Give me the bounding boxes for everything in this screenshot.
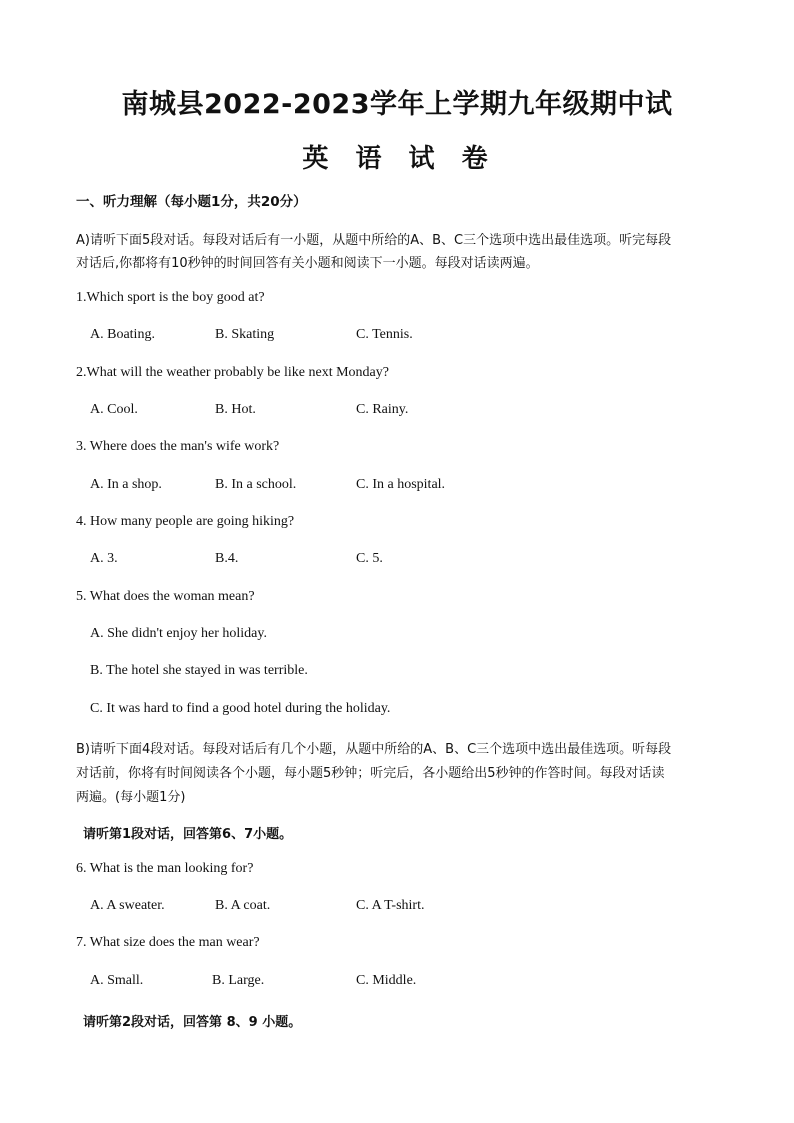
section-heading-listening: 一、听力理解（每小题1分，共20分） bbox=[76, 194, 307, 210]
question-7: 7. What size does the man wear? bbox=[76, 935, 260, 950]
option-5a: A. She didn't enjoy her holiday. bbox=[90, 626, 267, 641]
dialog-1-heading: 请听第1段对话，回答第6、7小题。 bbox=[83, 827, 293, 842]
instruction-b-line3: 两遍。(每小题1分) bbox=[76, 790, 186, 805]
question-3: 3. Where does the man's wife work? bbox=[76, 439, 280, 454]
page-subtitle: 英 语 试 卷 bbox=[302, 144, 492, 174]
option-1a: A. Boating. bbox=[90, 327, 155, 342]
page-title: 南城县2022-2023学年上学期九年级期中试 bbox=[121, 89, 673, 120]
option-3b: B. In a school. bbox=[215, 477, 297, 492]
option-4b: B.4. bbox=[215, 551, 239, 566]
question-5: 5. What does the woman mean? bbox=[76, 589, 255, 604]
option-1c: C. Tennis. bbox=[356, 327, 413, 342]
option-6b: B. A coat. bbox=[215, 898, 271, 913]
option-7a: A. Small. bbox=[90, 973, 144, 988]
option-5b: B. The hotel she stayed in was terrible. bbox=[90, 663, 308, 678]
option-6c: C. A T-shirt. bbox=[356, 898, 425, 913]
question-2: 2.What will the weather probably be like next Monday? bbox=[76, 365, 389, 380]
option-1b: B. Skating bbox=[215, 327, 275, 342]
option-2b: B. Hot. bbox=[215, 402, 256, 417]
question-6: 6. What is the man looking for? bbox=[76, 861, 254, 876]
dialog-2-heading: 请听第2段对话，回答第 8、9 小题。 bbox=[83, 1015, 302, 1030]
option-7b: B. Large. bbox=[212, 973, 265, 988]
instruction-b-line1: B)请听下面4段对话。每段对话后有几个小题，从题中所给的A、B、C三个选项中选出最佳选项。听每段 bbox=[76, 742, 672, 757]
option-2a: A. Cool. bbox=[90, 402, 138, 417]
instruction-b-line2: 对话前，你将有时间阅读各个小题，每小题5秒钟；听完后，各小题给出5秒钟的作答时间。每段对话读 bbox=[76, 766, 665, 781]
option-4a: A. 3. bbox=[90, 551, 118, 566]
option-2c: C. Rainy. bbox=[356, 402, 409, 417]
instruction-a-line1: A)请听下面5段对话。每段对话后有一小题，从题中所给的A、B、C三个选项中选出最佳选项。听完每段 bbox=[76, 233, 672, 248]
option-4c: C. 5. bbox=[356, 551, 383, 566]
option-3c: C. In a hospital. bbox=[356, 477, 446, 492]
option-5c: C. It was hard to find a good hotel during the holiday. bbox=[90, 701, 391, 716]
option-3a: A. In a shop. bbox=[90, 477, 162, 492]
option-6a: A. A sweater. bbox=[90, 898, 165, 913]
question-1: 1.Which sport is the boy good at? bbox=[76, 290, 265, 305]
question-4: 4. How many people are going hiking? bbox=[76, 514, 295, 529]
option-7c: C. Middle. bbox=[356, 973, 417, 988]
instruction-a-line2: 对话后,你都将有10秒钟的时间回答有关小题和阅读下一小题。每段对话读两遍。 bbox=[76, 256, 539, 271]
